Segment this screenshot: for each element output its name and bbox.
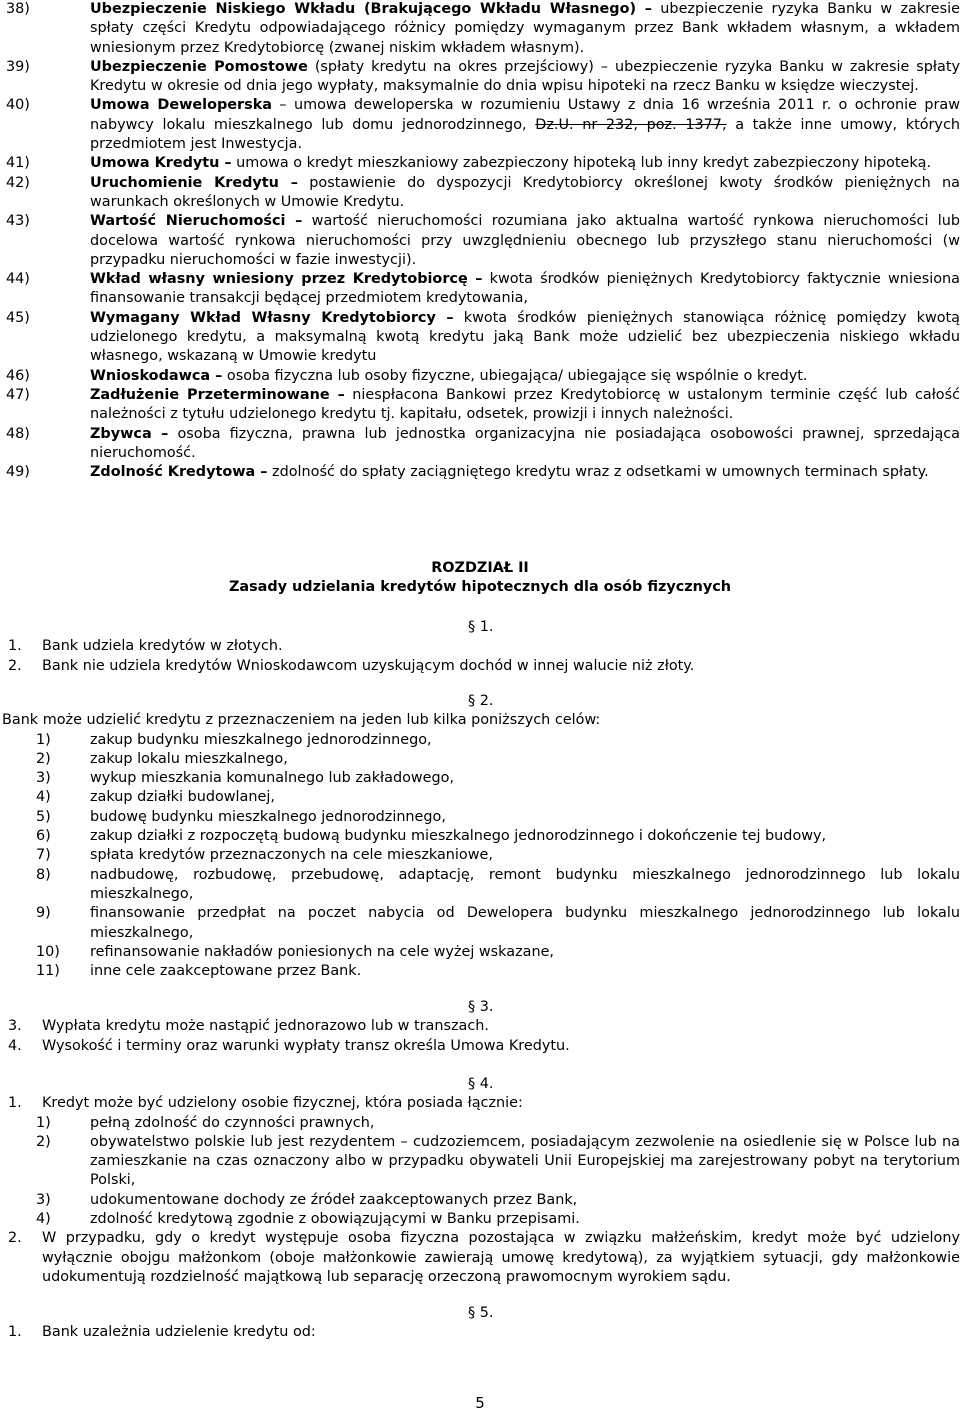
section-3 (0, 998, 960, 1056)
definition-number: 44) (6, 271, 30, 288)
item-number: 4. (8, 1037, 22, 1054)
section-header: § 2. (468, 693, 494, 709)
item-text: obywatelstwo polskie lub jest rezydentem – cudzoziemcem, posiadającym zezwolenie na osiedlenie się w Polsce lub na zamieszkanie na czas oznaczony albo w przypadku obywateli Unii Europejskiej ma zarejestrowany pobyt na terytorium Polski, (90, 1133, 960, 1189)
sub-item (0, 1133, 960, 1191)
item-text: pełną zdolność do czynności prawnych, (90, 1114, 375, 1131)
definition-term: Ubezpieczenie Niskiego Wkładu (Brakującego Wkładu Własnego) – (90, 1, 652, 17)
item-number: 1. (8, 1095, 22, 1112)
definition-text: kwota środków pieniężnych stanowiąca różnicę pomiędzy kwotą udzielonego kredytu, a maksymalną kwotą kredytu jaką Bank może udzielić bez ubezpieczenia niskiego wkładu własnego, wskazaną w Umowie kredytu (90, 309, 960, 365)
item-number: 1) (36, 1114, 51, 1131)
chapter-heading (0, 559, 960, 598)
definition-item (6, 58, 960, 97)
section-header: § 3. (468, 999, 494, 1015)
chapter-title: ROZDZIAŁ II (431, 560, 529, 576)
item-number: 5) (36, 808, 51, 825)
item-number: 10) (36, 943, 60, 960)
definition-number: 47) (6, 386, 30, 403)
list-item (0, 769, 960, 788)
definition-number: 39) (6, 58, 30, 75)
section-number: 3. (479, 999, 494, 1015)
sub-item (0, 1114, 960, 1133)
item-number: 3) (36, 770, 51, 787)
item-number: 9) (36, 905, 51, 922)
list-item (0, 788, 960, 807)
item-text: finansowanie przedpłat na poczet nabycia od Dewelopera budynku mieszkalnego jednorodzinnego lub lokalu mieszkalnego, (90, 905, 960, 941)
item-number: 1. (8, 1324, 22, 1341)
list-item (0, 827, 960, 846)
section-number: 5. (479, 1305, 494, 1321)
list-item (0, 962, 960, 981)
list-item (0, 750, 960, 769)
list-item (0, 1037, 960, 1056)
list-item (0, 846, 960, 865)
sub-item (0, 1210, 960, 1229)
definition-item (6, 425, 960, 464)
definition-number: 38) (6, 1, 30, 17)
definition-item (6, 309, 960, 367)
definitions-list (6, 0, 960, 482)
item-text: Bank nie udziela kredytów Wnioskodawcom uzyskującym dochód w innej walucie niż złoty. (42, 657, 695, 674)
item-text: udokumentowane dochody ze źródeł zaakceptowanych przez Bank, (90, 1191, 578, 1208)
list-item (0, 731, 960, 750)
item-text: Bank uzależnia udzielenie kredytu od: (42, 1324, 316, 1341)
definition-text: postawienie do dyspozycji Kredytobiorcy określonej kwoty środków pieniężnych na warunkach określonych w Umowie Kredytu. (90, 174, 960, 210)
item-text: Wysokość i terminy oraz warunki wypłaty transz określa Umowa Kredytu. (42, 1037, 570, 1054)
definition-text: kwota środków pieniężnych Kredytobiorcy faktycznie wniesiona finansowanie transakcji będącej przedmiotem kredytowania, (90, 271, 960, 307)
item-text: zdolność kredytową zgodnie z obowiązującymi w Banku przepisami. (90, 1211, 580, 1228)
definition-text: niespłacona Bankowi przez Kredytobiorcę w ustalonym terminie część lub całość należności z tytułu udzielonego kredytu tj. kapitału, odsetek, prowizji i innych należności. (90, 386, 960, 423)
struck-citation: Dz.U. nr 232, poz. 1377, (535, 116, 727, 133)
item-text: W przypadku, gdy o kredyt występuje osoba fizyczna pozostająca w związku małżeńskim, kredyt może być udzielony wyłącznie obojgu małżonkom (oboje małżonkowie zawierają umowę kredytową), za wyjątkiem sytuacji, gdy małżonkowie udokumentują rozdzielność majątkową lub separację orzeczoną prawomocnym wyrokiem sądu. (42, 1230, 960, 1285)
item-text: zakup działki budowlanej, (90, 789, 275, 806)
definition-item (6, 386, 960, 425)
list-item (0, 637, 960, 656)
section-header: § 4. (468, 1076, 494, 1092)
definition-number: 48) (6, 425, 30, 442)
section-number: 1. (479, 619, 494, 635)
item-text: wykup mieszkania komunalnego lub zakładowego, (90, 770, 455, 787)
definition-number: 42) (6, 174, 30, 191)
section-4 (0, 1075, 960, 1287)
list-item (0, 866, 960, 905)
item-text: budowę budynku mieszkalnego jednorodzinnego, (90, 808, 446, 825)
definition-term: Umowa Kredytu – (90, 155, 232, 172)
definition-term: Wkład własny wniesiony przez Kredytobiorcę – (90, 271, 483, 288)
chapter-subtitle: Zasady udzielania kredytów hipotecznych dla osób fizycznych (228, 579, 732, 596)
definition-item (6, 0, 960, 58)
item-number: 4) (36, 789, 51, 806)
definition-number: 45) (6, 309, 30, 326)
list-item (0, 904, 960, 943)
definition-term: Umowa Deweloperska (90, 97, 272, 114)
definition-term: Wymagany Wkład Własny Kredytobiorcy – (90, 309, 454, 326)
item-text: Kredyt może być udzielony osobie fizycznej, która posiada łącznie: (42, 1095, 523, 1112)
definition-term: Zdolność Kredytowa – (90, 464, 268, 481)
definition-term: Wnioskodawca – (90, 367, 223, 384)
definition-number: 41) (6, 155, 30, 172)
item-number: 11) (36, 963, 60, 980)
item-number: 1. (8, 638, 22, 655)
list-item (0, 1094, 960, 1113)
page-number: 5 (475, 1394, 485, 1412)
item-number: 6) (36, 828, 51, 845)
definition-text: umowa o kredyt mieszkaniowy zabezpieczony hipoteką lub inny kredyt zabezpieczony hipoteką. (231, 155, 932, 172)
item-text: zakup budynku mieszkalnego jednorodzinnego, (90, 731, 432, 748)
list-item (0, 657, 960, 676)
item-text: refinansowanie nakładów poniesionych na cele wyżej wskazane, (90, 943, 554, 960)
definition-item (6, 212, 960, 270)
item-number: 3) (36, 1191, 51, 1208)
item-number: 1) (36, 731, 51, 748)
item-number: 2) (36, 1133, 51, 1150)
definition-item (6, 154, 960, 173)
definition-text: osoba fizyczna, prawna lub jednostka organizacyjna nie posiadająca osobowości prawnej, sprzedająca nieruchomość. (90, 425, 960, 461)
section-2 (0, 692, 960, 981)
definition-text: (spłaty kredytu na okres przejściowy) – ubezpieczenie ryzyka Banku w zakresie spłaty Kredytu w okresie od dnia jego wypłaty, maksymalnie do dnia wpisu hipoteki na rzecz Banku w księdze wieczystej. (90, 58, 960, 95)
section-intro: Bank może udzielić kredytu z przeznaczeniem na jeden lub kilka poniższych celów: (2, 712, 601, 729)
definition-term: Zadłużenie Przeterminowane – (90, 386, 345, 403)
item-number: 7) (36, 847, 51, 864)
item-text: nadbudowę, rozbudowę, przebudowę, adaptację, remont budynku mieszkalnego jednorodzinnego lub lokalu mieszkalnego, (90, 866, 960, 902)
item-number: 2. (8, 657, 22, 674)
definition-item (6, 270, 960, 309)
list-item (0, 1323, 960, 1342)
item-text: spłata kredytów przeznaczonych na cele mieszkaniowe, (90, 847, 493, 864)
definition-item (6, 174, 960, 213)
definition-item (6, 463, 960, 482)
definition-term: Uruchomienie Kredytu – (90, 174, 298, 191)
item-number: 2) (36, 750, 51, 767)
section-1 (0, 618, 960, 676)
definition-term: Ubezpieczenie Pomostowe (90, 58, 308, 75)
item-text: inne cele zaakceptowane przez Bank. (90, 963, 362, 980)
item-text: zakup lokalu mieszkalnego, (90, 750, 288, 767)
section-number: 4. (479, 1076, 494, 1092)
definition-number: 46) (6, 367, 30, 384)
definition-text: zdolność do spłaty zaciągniętego kredytu wraz z odsetkami w umownych terminach spłaty. (267, 464, 929, 481)
list-item (0, 1229, 960, 1287)
item-number: 8) (36, 866, 51, 883)
definition-item (6, 96, 960, 154)
definition-number: 40) (6, 97, 30, 114)
definition-term: Zbywca – (90, 425, 169, 442)
list-item (0, 808, 960, 827)
definition-number: 43) (6, 213, 30, 230)
item-number: 4) (36, 1211, 51, 1228)
section-5 (0, 1304, 960, 1343)
definition-text-after: a także inne umowy, których przedmiotem jest Inwestycja. (90, 116, 960, 153)
item-text: zakup działki z rozpoczętą budową budynku mieszkalnego jednorodzinnego i dokończenie tej budowy, (90, 828, 827, 845)
section-header: § 5. (468, 1305, 494, 1321)
list-item (0, 943, 960, 962)
definition-term: Wartość Nieruchomości – (90, 213, 303, 230)
item-number: 2. (8, 1230, 22, 1247)
list-item (0, 1017, 960, 1036)
definition-text: – umowa deweloperska w rozumieniu Ustawy z dnia 16 września 2011 r. o ochronie praw nabywcy lokalu mieszkalnego lub domu jednorodzinnego, (90, 97, 960, 133)
item-text: Bank udziela kredytów w złotych. (42, 638, 283, 655)
definition-text: osoba fizyczna lub osoby fizyczne, ubiegająca/ ubiegające się wspólnie o kredyt. (222, 367, 808, 384)
item-number: 3. (8, 1018, 22, 1035)
definition-text: wartość nieruchomości rozumiana jako aktualna wartość rynkowa nieruchomości lub docelowa wartość rynkowa nieruchomości przy uwzględnieniu obecnego lub przyszłego stanu nieruchomości (w przypadku nieruchomości w fazie inwestycji). (90, 213, 960, 268)
item-text: Wypłata kredytu może nastąpić jednorazowo lub w transzach. (42, 1018, 489, 1035)
section-number: 2. (479, 693, 494, 709)
sub-item (0, 1191, 960, 1210)
definition-number: 49) (6, 464, 30, 481)
section-header: § 1. (468, 619, 494, 635)
definition-text: ubezpieczenie ryzyka Banku w zakresie spłaty części Kredytu odpowiadającego różnicy pomiędzy wymaganym przez Bank wkładem własnym, a wkładem wniesionym przez Kredytobiorcę (zwanej niskim wkładem własnym). (90, 1, 960, 56)
definition-item (6, 367, 960, 386)
